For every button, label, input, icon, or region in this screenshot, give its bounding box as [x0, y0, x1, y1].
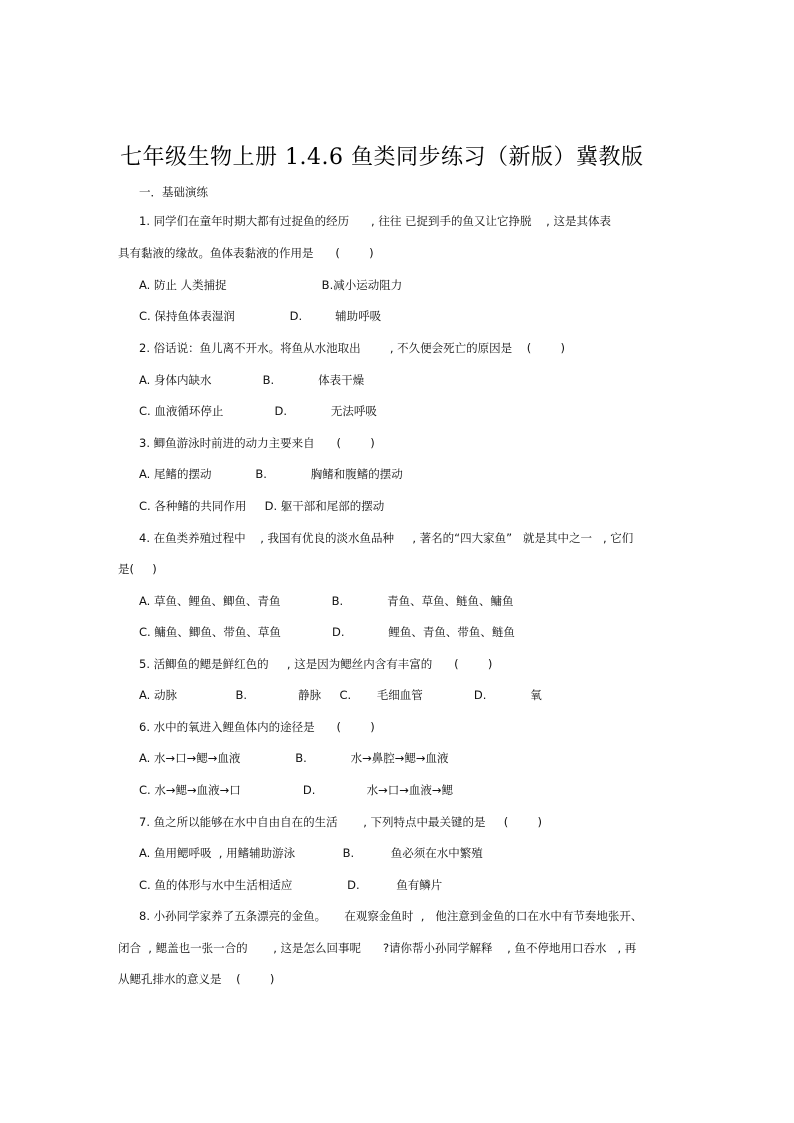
question-3: 3. 鲫鱼游泳时前进的动力主要来自 ( ) — [139, 436, 375, 450]
question-2-options-ab: A. 身体内缺水 B. 体表干燥 — [139, 373, 365, 387]
question-7-options-ab: A. 鱼用鳃呼吸 , 用鳍辅助游泳 B. 鱼必须在水中繁殖 — [139, 846, 483, 860]
question-8-line-1: 8. 小孙同学家养了五条漂亮的金鱼。 在观察金鱼时 , 他注意到金鱼的口在水中有节奏地张开、 — [139, 909, 643, 923]
question-7-options-cd: C. 鱼的体形与水中生活相适应 D. 鱼有鳞片 — [139, 878, 443, 892]
question-4-options-ab: A. 草鱼、鲤鱼、鲫鱼、青鱼 B. 青鱼、草鱼、鲢鱼、鳙鱼 — [139, 594, 514, 608]
question-5-options: A. 动脉 B. 静脉 C. 毛细血管 D. 氧 — [139, 688, 542, 702]
question-6: 6. 水中的氧进入鲤鱼体内的途径是 ( ) — [139, 720, 375, 734]
section-heading: 一．基础演练 — [139, 185, 208, 199]
question-2: 2. 俗话说：鱼儿离不开水。将鱼从水池取出 , 不久便会死亡的原因是 ( ) — [139, 341, 566, 355]
question-2-options-cd: C. 血液循环停止 D. 无法呼吸 — [139, 404, 377, 418]
question-6-options-ab: A. 水→口→鳃→血液 B. 水→鼻腔→鳃→血液 — [139, 751, 449, 765]
question-1-line-1: 1. 同学们在童年时期大都有过捉鱼的经历 , 往往 已捉到手的鱼又让它挣脱 , 这是其体表 — [139, 214, 611, 228]
question-8-line-3: 从鳃孔排水的意义是 ( ) — [118, 972, 275, 986]
question-3-options-ab: A. 尾鳍的摆动 B. 胸鳍和腹鳍的摆动 — [139, 467, 403, 481]
page-title: 七年级生物上册 1.4.6 鱼类同步练习（新版）冀教版 — [120, 145, 644, 170]
question-1-options-cd: C. 保持鱼体表湿润 D. 辅助呼吸 — [139, 309, 382, 323]
question-1-options-ab: A. 防止 人类捕捉 B.减小运动阻力 — [139, 278, 403, 292]
question-3-options-cd: C. 各种鳍的共同作用 D. 躯干部和尾部的摆动 — [139, 499, 385, 513]
question-1-line-2: 具有黏液的缘故。鱼体表黏液的作用是 ( ) — [118, 246, 374, 260]
question-7: 7. 鱼之所以能够在水中自由自在的生活 , 下列特点中最关键的是 ( ) — [139, 815, 543, 829]
question-6-options-cd: C. 水→鳃→血液→口 D. 水→口→血液→鳃 — [139, 783, 453, 797]
question-4-line-1: 4. 在鱼类养殖过程中 , 我国有优良的淡水鱼品种 , 著名的“四大家鱼” 就是其中之一 , 它们 — [139, 531, 634, 545]
question-5: 5. 活鲫鱼的鳃是鲜红色的 , 这是因为鳃丝内含有丰富的 ( ) — [139, 657, 493, 671]
question-4-options-cd: C. 鳙鱼、鲫鱼、带鱼、草鱼 D. 鲤鱼、青鱼、带鱼、鲢鱼 — [139, 625, 515, 639]
question-8-line-2: 闭合 , 鳃盖也一张一合的 , 这是怎么回事呢 ?请你帮小孙同学解释 , 鱼不停地用口吞水 , 再 — [118, 941, 637, 955]
question-4-line-2: 是( ) — [118, 562, 157, 576]
